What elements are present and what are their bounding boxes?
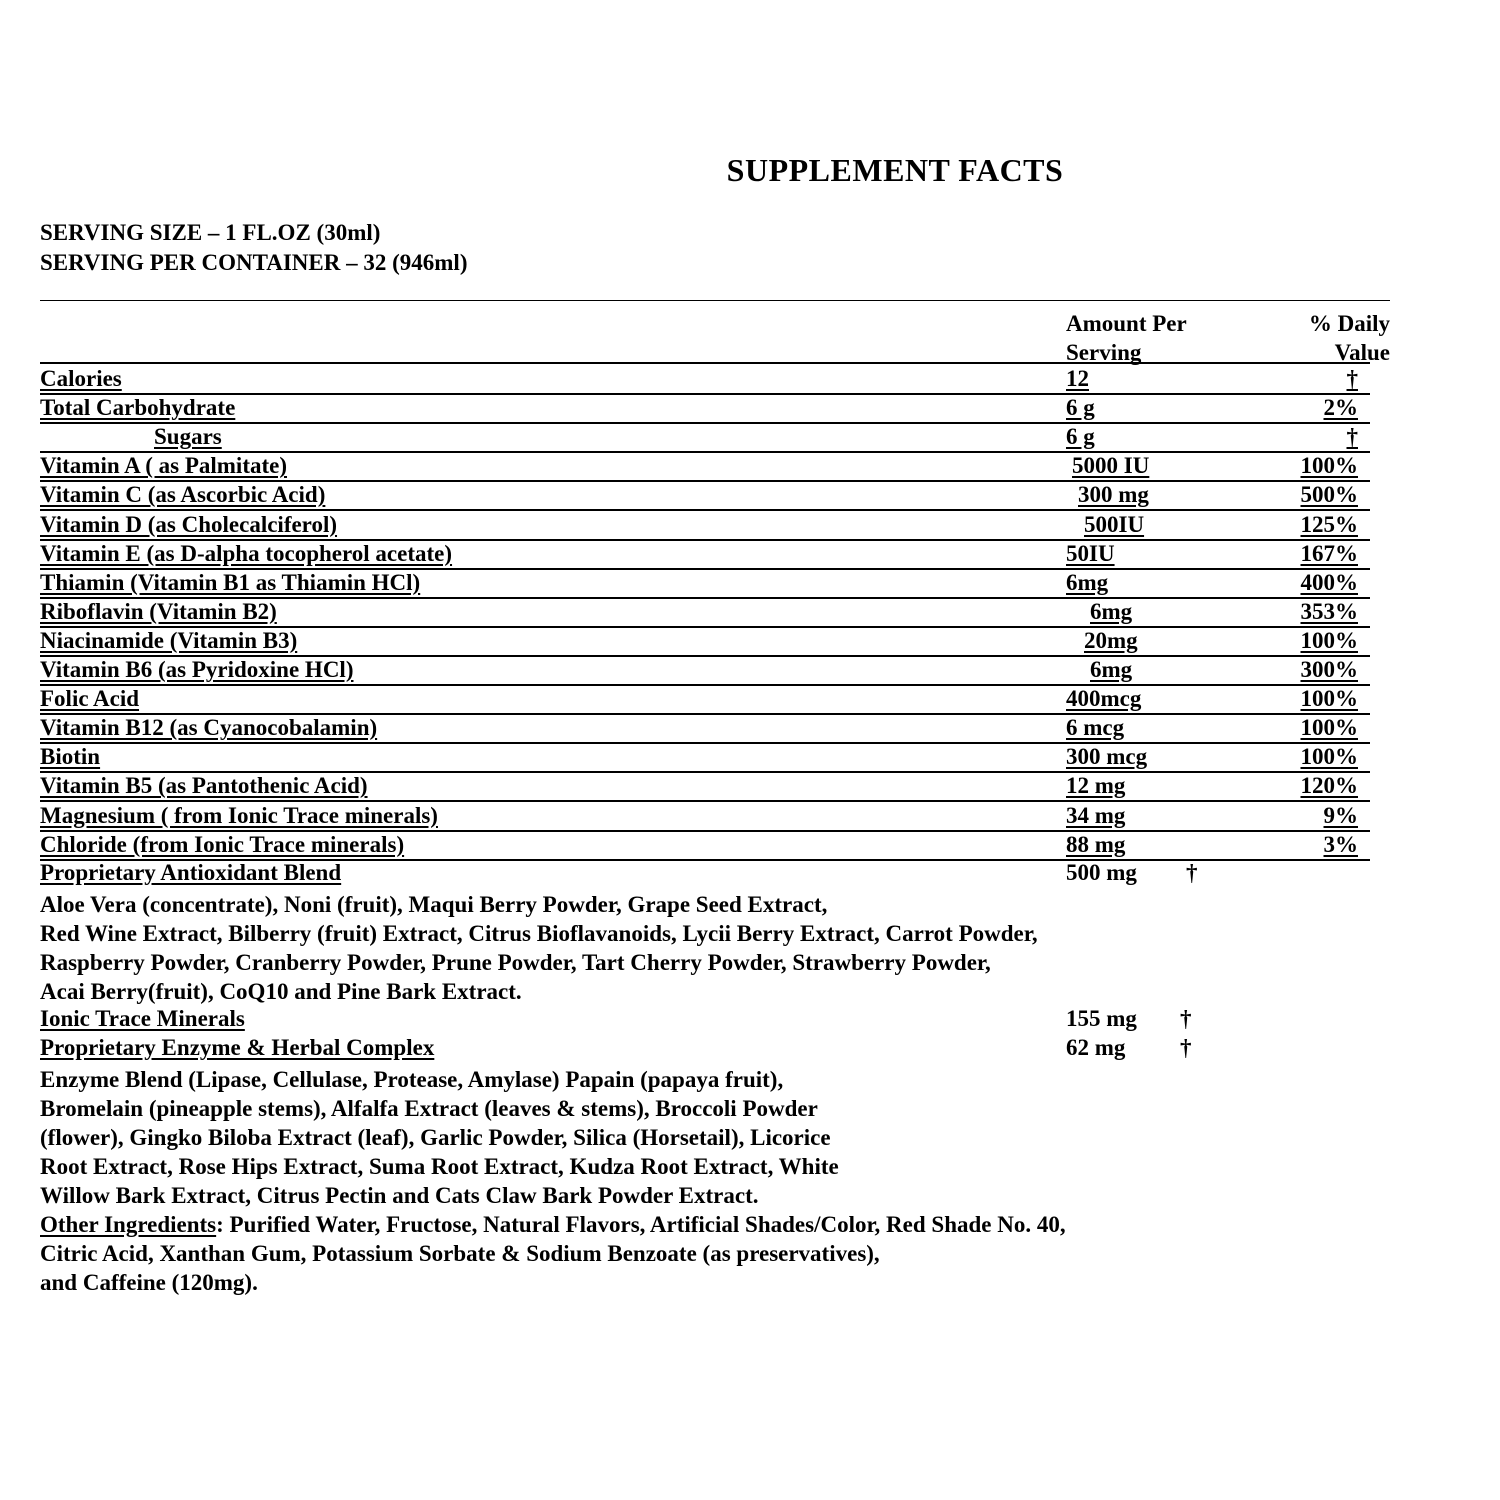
nutrient-amount: 6mg [1066, 569, 1109, 595]
nutrient-amount: 6mg [1090, 657, 1133, 682]
nutrient-daily-value: 125% [1300, 511, 1358, 537]
nutrient-daily-value: 100% [1300, 715, 1358, 741]
nutrient-amount: 500IU [1084, 511, 1145, 537]
nutrient-amount: 6 g [1066, 424, 1095, 450]
nutrient-daily-value: 100% [1300, 627, 1358, 653]
nutrient-name: Vitamin A ( as Palmitate) [40, 453, 288, 479]
antioxidant-blend [40, 860, 341, 886]
nutrient-name: Vitamin D (as Cholecalciferol) [40, 511, 338, 537]
nutrient-amount: 300 mcg [1066, 744, 1148, 770]
table-row [40, 393, 1370, 424]
nutrient-daily-value: 9% [1323, 802, 1358, 828]
table-row [40, 742, 1370, 773]
nutrient-amount: 50IU [1066, 540, 1115, 566]
nutrient-amount: 300 mg [1078, 482, 1149, 508]
table-row [40, 568, 1370, 599]
table-row [40, 655, 1370, 686]
table-row [40, 830, 1370, 861]
table-row [40, 364, 1370, 395]
nutrient-daily-value: 353% [1300, 598, 1358, 624]
nutrient-name: Biotin [40, 744, 101, 770]
antioxidant-blend-amount: 500 mg [1066, 860, 1137, 885]
enzyme-dv: † [1180, 1035, 1192, 1060]
nutrient-amount: 88 mg [1066, 831, 1126, 857]
nutrient-name: Niacinamide (Vitamin B3) [40, 627, 298, 653]
table-row [40, 801, 1370, 832]
nutrient-daily-value: 100% [1300, 744, 1358, 770]
enzyme-ingredients: Enzyme Blend (Lipase, Cellulase, Protease, Amylase) Papain (papaya fruit), Bromelain (pineapple stems), Alfalfa Extract (leaves & stems), Broccoli Powder (flower), Gingko Biloba Extract (leaf), Garlic Powder, Silica (Horsetail), Licorice Root Extract, Rose Hips Extract, Suma Root Extract, Kudza Root Extract, White Willow Bark Extract, Citrus Pectin and Cats Claw Bark Powder Extract. [40, 1067, 839, 1208]
nutrient-amount: 6 g [1066, 395, 1095, 421]
enzyme-complex: Proprietary Enzyme & Herbal Complex [40, 1035, 435, 1060]
nutrient-name: Chloride (from Ionic Trace minerals) [40, 831, 405, 857]
nutrient-name: Riboflavin (Vitamin B2) [40, 598, 277, 624]
table-row [40, 422, 1370, 453]
nutrient-name: Folic Acid [40, 686, 140, 712]
table-row [40, 626, 1370, 657]
nutrient-daily-value: 167% [1300, 540, 1358, 566]
nutrient-amount: 12 mg [1066, 773, 1126, 799]
table-row [40, 539, 1370, 570]
table-row [40, 684, 1370, 715]
nutrient-daily-value: 2% [1323, 395, 1358, 421]
ionic-dv: † [1180, 1006, 1192, 1031]
nutrient-daily-value: † [1346, 424, 1358, 450]
nutrient-amount: 6mg [1090, 598, 1133, 624]
nutrient-name: Vitamin B12 (as Cyanocobalamin) [40, 715, 378, 741]
nutrient-daily-value: 100% [1300, 453, 1358, 479]
antioxidant-ingredients: Aloe Vera (concentrate), Noni (fruit), Maqui Berry Powder, Grape Seed Extract, Red Wine Extract, Bilberry (fruit) Extract, Citrus Bioflavanoids, Lycii Berry Extract, Carrot Powder, Raspberry Powder, Cranberry Powder, Prune Powder, Tart Cherry Powder, Strawberry Powder, Acai Berry(fruit), CoQ10 and Pine Bark Extract. [40, 892, 1038, 1004]
nutrient-name: Sugars [154, 424, 222, 450]
servings-per-container: SERVING PER CONTAINER – 32 (946ml) [40, 250, 468, 275]
table-row [40, 451, 1370, 482]
nutrient-name: Vitamin B6 (as Pyridoxine HCl) [40, 657, 354, 682]
nutrient-amount: 5000 IU [1072, 453, 1150, 479]
nutrient-amount: 34 mg [1066, 802, 1126, 828]
table-row [40, 510, 1370, 541]
nutrient-daily-value: 400% [1300, 569, 1358, 595]
nutrient-amount: 6 mcg [1066, 715, 1125, 741]
other-ingredients: Other Ingredients: Purified Water, Fructose, Natural Flavors, Artificial Shades/Color, Red Shade No. 40, Citric Acid, Xanthan Gum, Potassium Sorbate & Sodium Benzoate (as preservatives), and Caffeine (120mg). [40, 1212, 1066, 1295]
nutrient-daily-value: 500% [1300, 482, 1358, 508]
nutrient-daily-value: † [1346, 366, 1358, 391]
nutrient-daily-value: 3% [1323, 831, 1358, 857]
nutrient-name: Vitamin C (as Ascorbic Acid) [40, 482, 326, 508]
daily-value-header: % Daily Value [1308, 311, 1390, 365]
nutrient-daily-value: 120% [1300, 773, 1358, 799]
table-row [40, 771, 1370, 802]
nutrient-daily-value: 100% [1300, 686, 1358, 712]
table-row [40, 480, 1370, 511]
ionic-trace-minerals: Ionic Trace Minerals [40, 1006, 245, 1031]
antioxidant-blend-dv: † [1186, 860, 1198, 885]
nutrient-name: Calories [40, 366, 122, 391]
nutrient-name: Total Carbohydrate [40, 395, 236, 421]
divider [40, 300, 1390, 301]
nutrient-name: Vitamin B5 (as Pantothenic Acid) [40, 773, 368, 799]
nutrient-amount: 400mcg [1066, 686, 1142, 712]
nutrient-name: Vitamin E (as D-alpha tocopherol acetate) [40, 540, 453, 566]
nutrient-daily-value: 300% [1300, 657, 1358, 682]
ionic-amount: 155 mg [1066, 1006, 1137, 1031]
other-ingredients-label: Other Ingredients [40, 1212, 217, 1237]
nutrient-amount: 20mg [1084, 627, 1138, 653]
serving-size: SERVING SIZE – 1 FL.OZ (30ml) [40, 220, 381, 245]
header-rule [40, 337, 1370, 364]
nutrient-name: Thiamin (Vitamin B1 as Thiamin HCl) [40, 569, 421, 595]
antioxidant-blend-name: Proprietary Antioxidant Blend [40, 860, 342, 885]
amount-header: Amount Per Serving [1066, 311, 1187, 365]
nutrient-amount: 12 [1066, 366, 1089, 391]
nutrient-name: Magnesium ( from Ionic Trace minerals) [40, 802, 438, 828]
table-row [40, 713, 1370, 744]
enzyme-amount: 62 mg [1066, 1035, 1126, 1060]
table-row [40, 597, 1370, 628]
page-title: SUPPLEMENT FACTS [726, 152, 1064, 188]
